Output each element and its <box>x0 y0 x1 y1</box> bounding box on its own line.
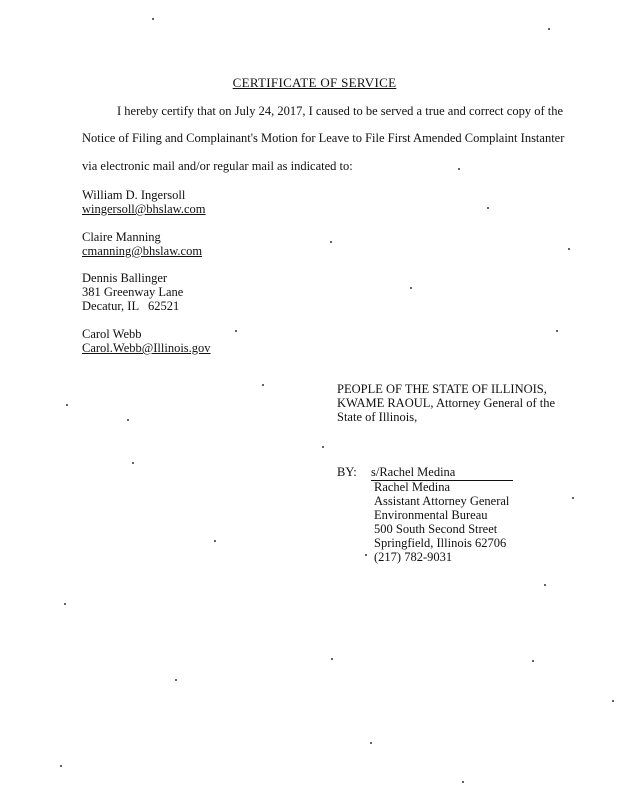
signatory-street: 500 South Second Street <box>374 522 498 536</box>
scan-speck <box>60 765 62 767</box>
scan-speck <box>487 207 489 209</box>
body-line-3: via electronic mail and/or regular mail as indicated to: <box>82 159 353 173</box>
recipient-email-link[interactable]: wingersoll@bhslaw.com <box>82 202 206 216</box>
scan-speck <box>127 419 129 421</box>
recipient-address-street: 381 Greenway Lane <box>82 285 184 299</box>
recipient-ballinger <box>82 271 183 313</box>
scan-speck <box>365 554 367 556</box>
body-line-1: I hereby certify that on July 24, 2017, I caused to be served a true and correct copy of the <box>117 104 564 118</box>
scan-speck <box>556 330 558 332</box>
party-line-3: State of Illinois, <box>337 410 418 424</box>
scan-speck <box>532 660 534 662</box>
recipient-name: Claire Manning <box>82 230 161 244</box>
scan-speck <box>64 603 66 605</box>
recipient-email-link[interactable]: Carol.Webb@Illinois.gov <box>82 341 211 355</box>
scan-speck <box>544 584 546 586</box>
scan-speck <box>262 384 264 386</box>
scan-speck <box>572 497 574 499</box>
scan-speck <box>458 168 460 170</box>
scan-speck <box>568 248 570 250</box>
recipient-ingersoll <box>82 188 206 216</box>
signatory-title: Assistant Attorney General <box>374 494 510 508</box>
party-block <box>337 382 555 424</box>
scan-speck <box>214 540 216 542</box>
recipient-name: William D. Ingersoll <box>82 188 186 202</box>
signatory-details <box>374 480 509 564</box>
recipient-webb <box>82 327 211 355</box>
signatory-bureau: Environmental Bureau <box>374 508 488 522</box>
signature-line <box>371 465 513 481</box>
scan-speck <box>330 241 332 243</box>
recipient-name: Dennis Ballinger <box>82 271 168 285</box>
scan-speck <box>548 28 550 30</box>
scan-speck <box>612 700 614 702</box>
signatory-name: Rachel Medina <box>374 480 451 494</box>
party-line-2: KWAME RAOUL, Attorney General of the <box>337 396 556 410</box>
recipient-name: Carol Webb <box>82 327 142 341</box>
signatory-city: Springfield, Illinois 62706 <box>374 536 507 550</box>
recipient-email-link[interactable]: cmanning@bhslaw.com <box>82 244 203 258</box>
signatory-phone: (217) 782-9031 <box>374 550 453 564</box>
scan-speck <box>331 658 333 660</box>
party-line-1: PEOPLE OF THE STATE OF ILLINOIS, <box>337 382 547 396</box>
recipient-address-city: Decatur, IL 62521 <box>82 299 180 313</box>
scan-speck <box>66 404 68 406</box>
scan-speck <box>175 679 177 681</box>
scan-speck <box>370 742 372 744</box>
scan-speck <box>322 446 324 448</box>
electronic-signature: s/Rachel Medina <box>371 465 456 479</box>
by-label: BY: <box>337 465 357 479</box>
page-title: CERTIFICATE OF SERVICE <box>232 75 397 90</box>
scan-speck <box>410 287 412 289</box>
body-line-2: Notice of Filing and Complainant's Motion for Leave to File First Amended Complaint Instanter <box>82 131 565 145</box>
recipient-manning <box>82 230 202 258</box>
scan-speck <box>132 462 134 464</box>
scan-speck <box>462 781 464 783</box>
scan-speck <box>235 330 237 332</box>
scan-speck <box>152 18 154 20</box>
